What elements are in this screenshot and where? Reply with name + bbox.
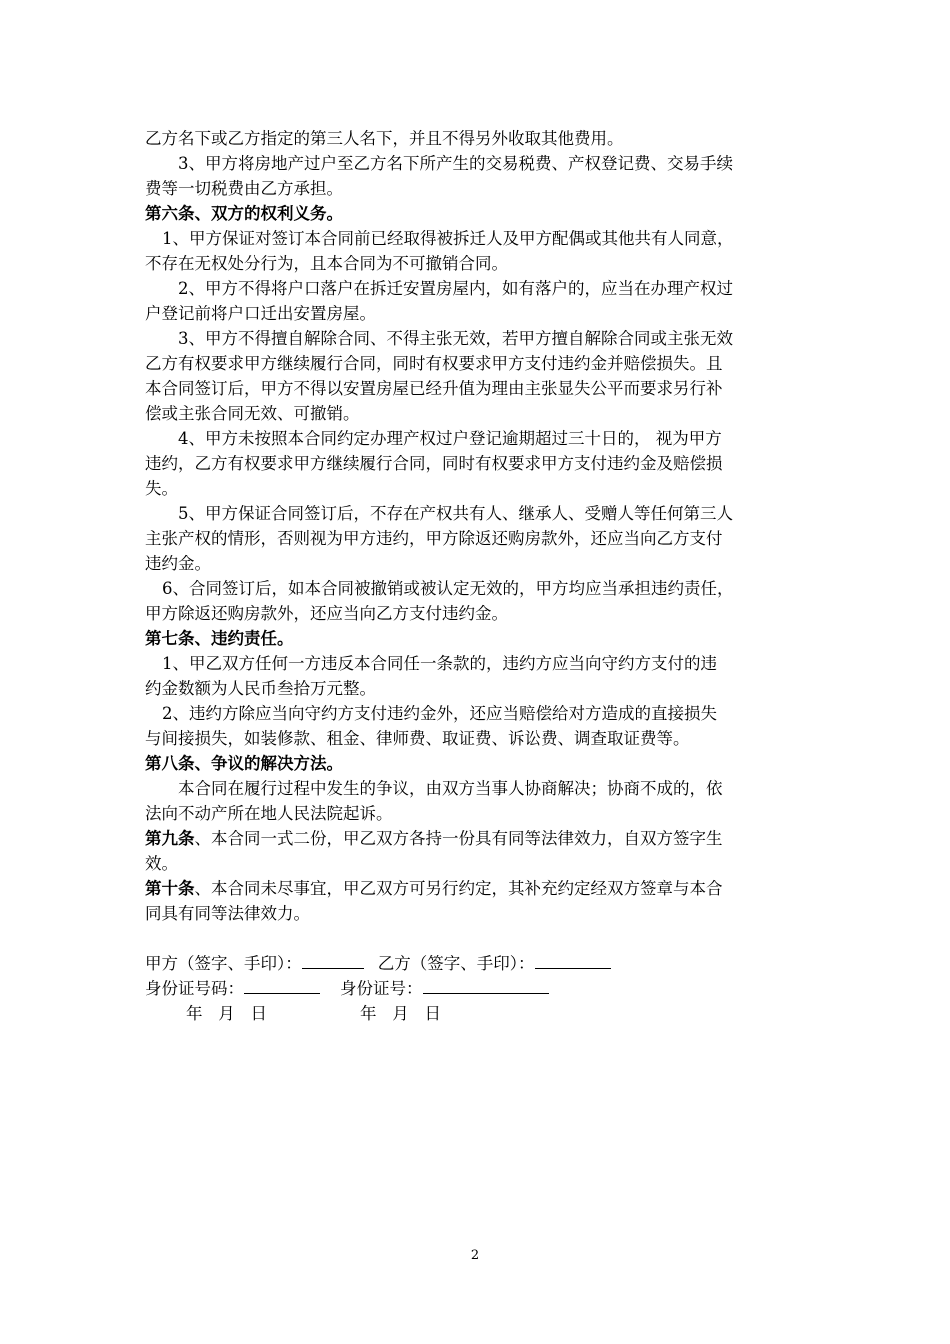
article-nine-text: 、本合同一式二份，甲乙双方各持一份具有同等法律效力，自双方签字生 <box>194 829 723 848</box>
article-ten <box>145 877 723 901</box>
section-heading: 第七条、违约责任。 <box>145 629 294 648</box>
paragraph-line: 5、甲方保证合同签订后，不存在产权共有人、继承人、受赠人等任何第三人 <box>178 504 733 523</box>
paragraph-line: 乙方有权要求甲方继续履行合同，同时有权要求甲方支付违约金并赔偿损失。且 <box>145 354 723 373</box>
paragraph-line: 3、甲方将房地产过户至乙方名下所产生的交易税费、产权登记费、交易手续 <box>178 154 733 173</box>
paragraph-line: 2、违约方除应当向守约方支付违约金外，还应当赔偿给对方造成的直接损失 <box>162 704 717 723</box>
paragraph-line: 3、甲方不得擅自解除合同、不得主张无效，若甲方擅自解除合同或主张无效 <box>178 329 733 348</box>
paragraph-line: 本合同在履行过程中发生的争议，由双方当事人协商解决；协商不成的，依 <box>178 779 723 798</box>
paragraph-line: 6、合同签订后，如本合同被撤销或被认定无效的，甲方均应当承担违约责任， <box>162 579 734 598</box>
article-ten-heading: 第十条 <box>145 879 195 898</box>
paragraph-line: 法向不动产所在地人民法院起诉。 <box>145 804 393 823</box>
paragraph-line: 违约金。 <box>145 554 211 573</box>
section-heading: 第六条、双方的权利义务。 <box>145 204 343 223</box>
paragraph-line: 2、甲方不得将户口落户在拆迁安置房屋内，如有落户的，应当在办理产权过 <box>178 279 733 298</box>
section-heading: 第八条、争议的解决方法。 <box>145 754 343 773</box>
paragraph-line: 4、甲方未按照本合同约定办理产权过户登记逾期超过三十日的， 视为甲方 <box>178 429 722 448</box>
party-a-date: 年 月 日 <box>186 1004 267 1023</box>
paragraph-line: 与间接损失，如装修款、租金、律师费、取证费、诉讼费、调查取证费等。 <box>145 729 690 748</box>
paragraph-line: 违约，乙方有权要求甲方继续履行合同，同时有权要求甲方支付违约金及赔偿损 <box>145 454 723 473</box>
paragraph-line: 乙方名下或乙方指定的第三人名下，并且不得另外收取其他费用。 <box>145 129 624 148</box>
party-b-date: 年 月 日 <box>360 1004 441 1023</box>
page-number: 2 <box>470 1248 480 1263</box>
party-a-id-label: 身份证号码： <box>145 979 244 998</box>
article-nine-heading: 第九条 <box>145 829 195 848</box>
paragraph-line: 1、甲乙双方任何一方违反本合同任一条款的，违约方应当向守约方支付的违 <box>162 654 717 673</box>
article-nine <box>145 827 723 851</box>
article-ten-text: 、本合同未尽事宜，甲乙双方可另行约定，其补充约定经双方签章与本合 <box>194 879 723 898</box>
paragraph-line: 同具有同等法律效力。 <box>145 904 310 923</box>
party-b-id-label: 身份证号： <box>340 979 423 998</box>
id-number-row <box>145 977 549 1001</box>
paragraph-line: 户登记前将户口迁出安置房屋。 <box>145 304 376 323</box>
party-a-signature-blank <box>302 952 364 969</box>
paragraph-line: 费等一切税费由乙方承担。 <box>145 179 343 198</box>
party-a-signature-label: 甲方（签字、手印）： <box>145 954 302 973</box>
party-a-id-blank <box>244 977 320 994</box>
party-b-id-blank <box>423 977 549 994</box>
party-b-signature-blank <box>535 952 611 969</box>
paragraph-line: 甲方除返还购房款外，还应当向乙方支付违约金。 <box>145 604 508 623</box>
paragraph-line: 效。 <box>145 854 178 873</box>
paragraph-line: 偿或主张合同无效、可撤销。 <box>145 404 360 423</box>
paragraph-line: 1、甲方保证对签订本合同前已经取得被拆迁人及甲方配偶或其他共有人同意， <box>162 229 734 248</box>
paragraph-line: 约金数额为人民币叁拾万元整。 <box>145 679 376 698</box>
paragraph-line: 不存在无权处分行为，且本合同为不可撤销合同。 <box>145 254 508 273</box>
paragraph-line: 失。 <box>145 479 178 498</box>
signature-row <box>145 952 611 976</box>
party-b-signature-label: 乙方（签字、手印）： <box>377 954 535 973</box>
paragraph-line: 主张产权的情形，否则视为甲方违约，甲方除返还购房款外，还应当向乙方支付 <box>145 529 723 548</box>
paragraph-line: 本合同签订后，甲方不得以安置房屋已经升值为理由主张显失公平而要求另行补 <box>145 379 723 398</box>
